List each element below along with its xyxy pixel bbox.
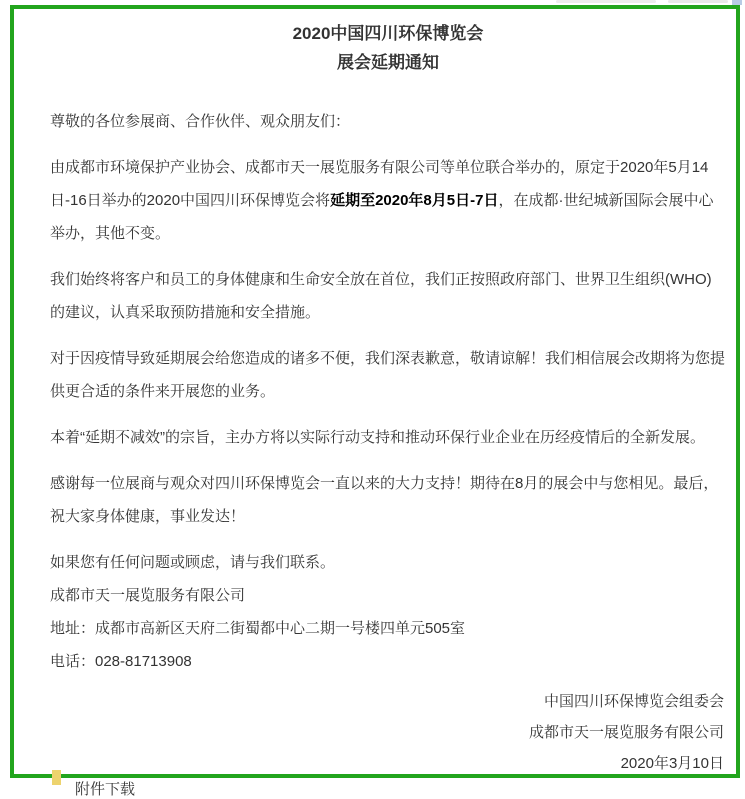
- top-edge-artifact: [668, 0, 728, 3]
- notice-title-line1: 2020中国四川环保博览会: [292, 24, 484, 43]
- contact-address: 地址：成都市高新区天府二街蜀都中心二期一号楼四单元505室: [50, 620, 466, 637]
- greeting-line: 尊敬的各位参展商、合作伙伴、观众朋友们：: [50, 113, 351, 130]
- top-edge-artifact: [556, 0, 656, 3]
- contact-note: 如果您有任何问题或顾虑，请与我们联系。: [50, 554, 336, 571]
- signature-date: 2020年3月10日: [620, 755, 724, 772]
- paragraph-postponement: [50, 151, 726, 250]
- notice-title: [50, 19, 726, 77]
- p1-new-dates-bold: 延期至2020年8月5日-7日: [330, 192, 499, 209]
- notice-box: [10, 5, 740, 778]
- contact-phone: 电话：028-81713908: [50, 653, 192, 670]
- signature-company: 成都市天一展览服务有限公司: [528, 724, 724, 741]
- p1-text-before: 由成都市环境保护产业协会、成都市天一展览服务有限公司等单位联合举办的，原定于2020年5月14日-16日举办的2020中国四川环保博览会将: [50, 159, 709, 209]
- contact-block: [50, 546, 726, 678]
- attachment-icon: [52, 770, 61, 785]
- paragraph-apology: 对于因疫情导致延期展会给您造成的诸多不便，我们深表歉意，敬请谅解！我们相信展会改期将为您提供更合适的条件来开展您的业务。: [50, 350, 726, 400]
- notice-title-line2: 展会延期通知: [337, 53, 439, 72]
- attachment-label[interactable]: 附件下载: [75, 781, 136, 798]
- signature-block: [50, 686, 726, 778]
- paragraph-principle: 本着“延期不减效”的宗旨，主办方将以实际行动支持和推动环保行业企业在历经疫情后的全新发展。: [50, 429, 705, 446]
- paragraph-thanks: 感谢每一位展商与观众对四川环保博览会一直以来的大力支持！期待在8月的展会中与您相见。最后，祝大家身体健康，事业发达！: [50, 475, 719, 525]
- signature-organizer: 中国四川环保博览会组委会: [543, 693, 724, 710]
- paragraph-safety: 我们始终将客户和员工的身体健康和生命安全放在首位，我们正按照政府部门、世界卫生组织(WHO)的建议，认真采取预防措施和安全措施。: [50, 271, 712, 321]
- p1-text-after: ，在成都·世纪城新国际会展中心举办，其他不变。: [50, 192, 714, 242]
- contact-company: 成都市天一展览服务有限公司: [50, 587, 246, 604]
